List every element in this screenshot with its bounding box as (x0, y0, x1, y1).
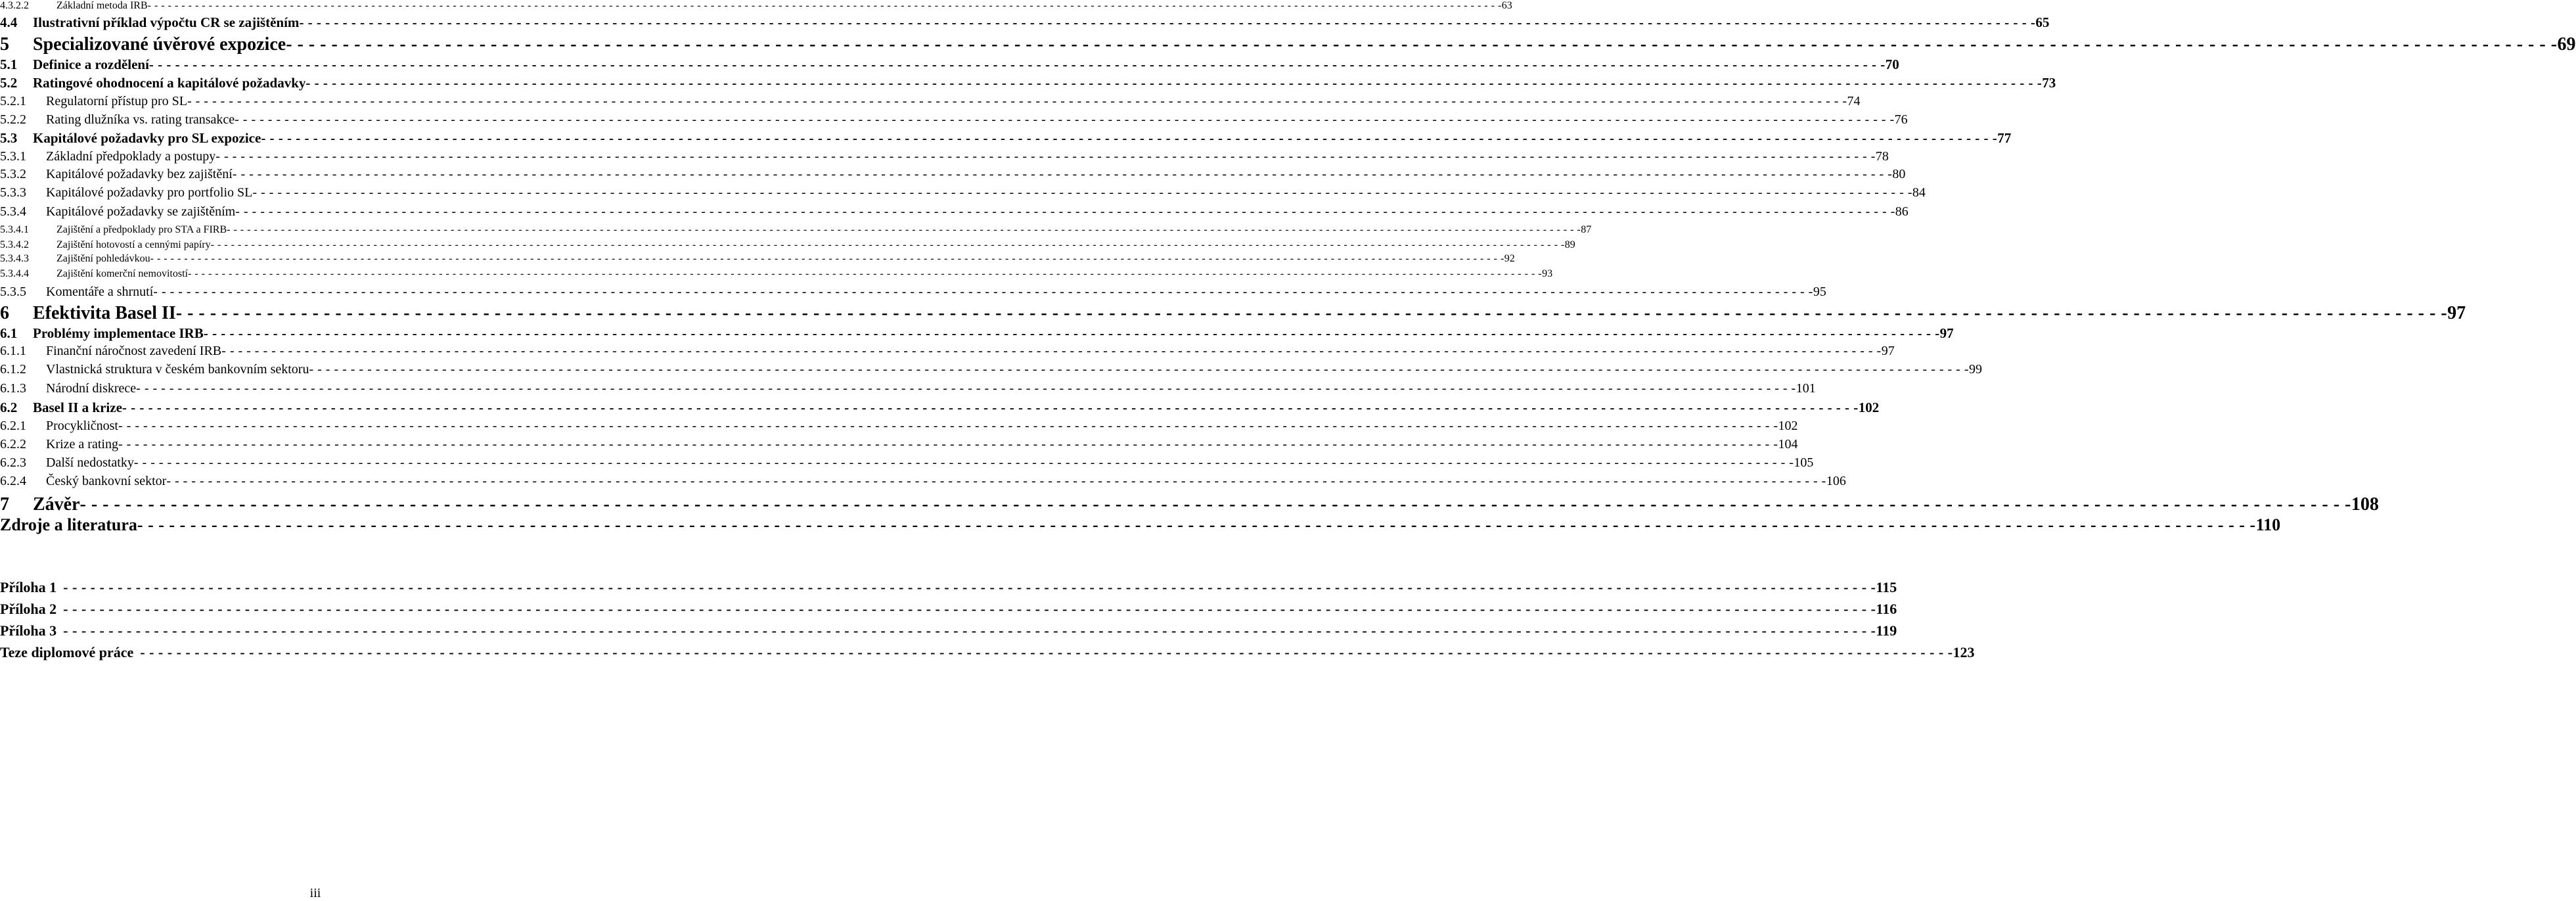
appendix-page: 123 (1953, 644, 1975, 660)
dot-leader: - - - - - - - - - - - - - - - - - - - - - - - - - - - - - - - - - - - - - - - - - - - - - - - - - - - - - - - - - - - - - - - - - - - - - - - - - - - - - - - - - - - - - - - - - - - - - - - - - - - - - - - - - - - - - - - - - - - - - - - - - - - - - - - - - - - - - - - - - - - - - - - - - - - - - - - - - - - - - - - - - - - - - - - - - - - - - - - - - - - - - - - - - - - - - - - - - - - - - - - - (118, 419, 1778, 433)
dot-leader: - - - - - - - - - - - - - - - - - - - - - - - - - - - - - - - - - - - - - - - - - - - - - - - - - - - - - - - - - - - - - - - - - - - - - - - - - - - - - - - - - - - - - - - - - - - - - - - - - - - - - - - - - - - - - - - - - - - - - - - - - - - - - - - - - - - - - - - - - - - - - - - - - - - - - - - - - - - - - - - - - - - - - - - - - - - - - - - - - - - - - - - - - - - - - - - - - - - - - - - - (137, 515, 2256, 534)
toc-entry[interactable] (0, 94, 1861, 109)
toc-entry-page: 74 (1847, 94, 1861, 108)
toc-entry-title: Zajištění hotovostí a cennými papíry (56, 239, 211, 250)
toc-entry-title: Základní předpoklady a postupy (46, 149, 216, 164)
toc-entry-number: 5.3.4.4 (0, 268, 29, 279)
toc-entry-number: 5.1 (0, 57, 18, 72)
toc-entry-page: 87 (1581, 224, 1592, 235)
dot-leader: - - - - - - - - - - - - - - - - - - - - - - - - - - - - - - - - - - - - - - - - - - - - - - - - - - - - - - - - - - - - - - - - - - - - - - - - - - - - - - - - - - - - - - - - - - - - - - - - - - - - - - - - - - - - - - - - - - - - - - - - - - - - - - - - - - - - - - - - - - - - - - - - - - - - - - - - - - - - - - - - - - - - - - - - - - - - - - - - - - - - - - - - - - - - - - - - - - - - - - - - (305, 75, 2043, 91)
toc-entry-page: 105 (1794, 455, 1814, 470)
dot-leader: - - - - - - - - - - - - - - - - - - - - - - - - - - - - - - - - - - - - - - - - - - - - - - - - - - - - - - - - - - - - - - - - - - - - - - - - - - - - - - - - - - - - - - - - - - - - - - - - - - - - - - - - - - - - - - - - - - - - - - - - - - - - - - - - - - - - - - - - - - - - - - - - - - - - - - - - - - - - - - - - - - - - - - - - - - - - - - - - - - - - - - - - - - - - - - - - - - - - - - - - (63, 601, 1876, 617)
dot-leader: - - - - - - - - - - - - - - - - - - - - - - - - - - - - - - - - - - - - - - - - - - - - - - - - - - - - - - - - - - - - - - - - - - - - - - - - - - - - - - - - - - - - - - - - - - - - - - - - - - - - - - - - - - - - - - - - - - - - - - - - - - - - - - - - - - - - - - - - - - - - - - - - - - - - - - - - - - - - - - - - - - - - - - - - - - - - - - - - - - - - - - - - - - - - - - - - - - - - - - - - (235, 204, 1895, 219)
dot-leader: - - - - - - - - - - - - - - - - - - - - - - - - - - - - - - - - - - - - - - - - - - - - - - - - - - - - - - - - - - - - - - - - - - - - - - - - - - - - - - - - - - - - - - - - - - - - - - - - - - - - - - - - - - - - - - - - - - - - - - - - - - - - - - - - - - - - - - - - - - - - - - - - - - - - - - - - - - - - - - - - - - - - - - - - - - - - - - - - - - - - - - - - - - - - - - - - - - - - - - - - (153, 285, 1813, 299)
toc-entry-title: Krize a rating (46, 437, 118, 451)
toc-entry-page: 93 (1542, 268, 1553, 279)
dot-leader: - - - - - - - - - - - - - - - - - - - - - - - - - - - - - - - - - - - - - - - - - - - - - - - - - - - - - - - - - - - - - - - - - - - - - - - - - - - - - - - - - - - - - - - - - - - - - - - - - - - - - - - - - - - - - - - - - - - - - - - - - - - - - - - - - - - - - - - - - - - - - - - - - - - - - - - - - - - - - - - - - - - - - - - - - - - - - - - - - - - - - - - - - - - - - - - - - - - - - - - - (215, 149, 1876, 164)
toc-entry-page: 86 (1895, 204, 1909, 219)
toc-entry-title: Vlastnická struktura v českém bankovním sektoru (46, 362, 309, 377)
dot-leader: - - - - - - - - - - - - - - - - - - - - - - - - - - - - - - - - - - - - - - - - - - - - - - - - - - - - - - - - - - - - - - - - - - - - - - - - - - - - - - - - - - - - - - - - - - - - - - - - - - - - - - - - - - - - - - - - - - - - - - - - - - - - - - - - - - - - - - - - - - - - - - - - - - - - - - - - - - - - - - - - - - - - - - - - - - - - - - - - - - - - - - - - - - - - - - - - - - - - - - - - (299, 14, 2036, 30)
dot-leader: - - - - - - - - - - - - - - - - - - - - - - - - - - - - - - - - - - - - - - - - - - - - - - - - - - - - - - - - - - - - - - - - - - - - - - - - - - - - - - - - - - - - - - - - - - - - - - - - - - - - - - - - - - - - - - - - - - - - - - - - - - - - - - - - - - - - - - - - - - - - - - - - - - - - - - - - - - - - - - - - - - - - - - - - - - - - - - - - - - - - - - - - - - - - - - - - - - - - - - - - (187, 268, 1543, 279)
toc-entry-page: 110 (2255, 515, 2281, 534)
toc-entry-title: Kapitálové požadavky pro portfolio SL (46, 185, 253, 200)
toc-entry-page: 77 (1997, 130, 2012, 146)
dot-leader: - - - - - - - - - - - - - - - - - - - - - - - - - - - - - - - - - - - - - - - - - - - - - - - - - - - - - - - - - - - - - - - - - - - - - - - - - - - - - - - - - - - - - - - - - - - - - - - - - - - - - - - - - - - - - - - - - - - - - - - - - - - - - - - - - - - - - - - - - - - - - - - - - - - - - - - - - - - - - - - - - - - - - - - - - - - - - - - - - - - - - - - - - - - - - - - - - - - - - - - - (150, 253, 1504, 264)
dot-leader: - - - - - - - - - - - - - - - - - - - - - - - - - - - - - - - - - - - - - - - - - - - - - - - - - - - - - - - - - - - - - - - - - - - - - - - - - - - - - - - - - - - - - - - - - - - - - - - - - - - - - - - - - - - - - - - - - - - - - - - - - - - - - - - - - - - - - - - - - - - - - - - - - - - - - - - - - - - - - - - - - - - - - - - - - - - - - - - - - - - - - - - - - - - - - - - - - - - - - - - - (63, 579, 1876, 595)
toc-entry[interactable] (0, 75, 2056, 91)
toc-entry-number: 5 (0, 34, 9, 55)
appendix-entry[interactable] (0, 579, 1897, 596)
toc-entry-number: 6.1 (0, 325, 18, 341)
toc-entry[interactable] (0, 494, 2379, 515)
dot-leader: - - - - - - - - - - - - - - - - - - - - - - - - - - - - - - - - - - - - - - - - - - - - - - - - - - - - - - - - - - - - - - - - - - - - - - - - - - - - - - - - - - - - - - - - - - - - - - - - - - - - - - - - - - - - - - - - - - - - - - - - - - - - - - - - - - - - - - - - - - - - - - - - - - - - - - - - - - - - - - - - - - - - - - - - - - - - - - - - - - - - - - - - - - - - - - - - - - - - - - - - (166, 474, 1826, 488)
toc-entry-page: 108 (2351, 494, 2379, 515)
dot-leader: - - - - - - - - - - - - - - - - - - - - - - - - - - - - - - - - - - - - - - - - - - - - - - - - - - - - - - - - - - - - - - - - - - - - - - - - - - - - - - - - - - - - - - - - - - - - - - - - - - - - - - - - - - - - - - - - - - - - - - - - - - - - - - - - - - - - - - - - - - - - - - - - - - - - - - - - - - - - - - - - - - - - - - - - - - - - - - - - - - - - - - - - - - - - - - - - - - - - - - - - (136, 381, 1796, 396)
dot-leader: - - - - - - - - - - - - - - - - - - - - - - - - - - - - - - - - - - - - - - - - - - - - - - - - - - - - - - - - - - - - - - - - - - - - - - - - - - - - - - - - - - - - - - - - - - - - - - - - - - - - - - - - - - - - - - - - - - - - - - - - - - - - - - - - - - - - - - - - - - - - - - - - - - - - - - - - - - - - - - - - - - - - - - - - - - - - - - - - - - - - - - - - - - - - - - - - - - - - - - - - (118, 437, 1778, 451)
toc-entry-number: 6.2.3 (0, 455, 26, 470)
toc-entry-page: 65 (2035, 14, 2050, 30)
toc-entry-number: 5.3.5 (0, 285, 26, 299)
appendix-page: 119 (1876, 622, 1897, 639)
toc-entry[interactable] (0, 303, 2466, 324)
toc-entry-title: Basel II a krize (33, 400, 122, 415)
toc-entry-number: 5.3.4.2 (0, 239, 29, 250)
toc-entry-page: 80 (1892, 167, 1906, 181)
toc-entry-page: 97 (1881, 344, 1895, 358)
toc-entry-page: 102 (1778, 419, 1798, 433)
toc-entry-page: 89 (1564, 239, 1575, 250)
toc-entry[interactable] (0, 325, 1954, 342)
dot-leader: - - - - - - - - - - - - - - - - - - - - - - - - - - - - - - - - - - - - - - - - - - - - - - - - - - - - - - - - - - - - - - - - - - - - - - - - - - - - - - - - - - - - - - - - - - - - - - - - - - - - - - - - - - - - - - - - - - - - - - - - - - - - - - - - - - - - - - - - - - - - - - - - - - - - - - - - - - - - - - - - - - - - - - - - - - - - - - - - - - - - - - - - - - - - - - - - - - - - - - - - (221, 344, 1882, 358)
toc-entry[interactable] (0, 224, 1592, 236)
dot-leader: - - - - - - - - - - - - - - - - - - - - - - - - - - - - - - - - - - - - - - - - - - - - - - - - - - - - - - - - - - - - - - - - - - - - - - - - - - - - - - - - - - - - - - - - - - - - - - - - - - - - - - - - - - - - - - - - - - - - - - - - - - - - - - - - - - - - - - - - - - - - - - - - - - - - - - - - - - - - - - - - - - - - - - - - - - - - - - - - - - - - - - - - - - - - - - - - - - - - - - - - (133, 455, 1794, 470)
toc-entry-title: Další nedostatky (46, 455, 134, 470)
toc-entry-page: 104 (1778, 437, 1798, 451)
toc-entry[interactable] (0, 253, 1515, 265)
toc-entry-page: 95 (1813, 285, 1826, 299)
toc-entry[interactable] (0, 455, 1814, 471)
appendix-entry[interactable] (0, 622, 1897, 639)
toc-entry[interactable] (0, 285, 1826, 300)
toc-entry-number: 5.2.1 (0, 94, 26, 108)
toc-entry-number: 5.3.4.3 (0, 253, 29, 264)
dot-leader: - - - - - - - - - - - - - - - - - - - - - - - - - - - - - - - - - - - - - - - - - - - - - - - - - - - - - - - - - - - - - - - - - - - - - - - - - - - - - - - - - - - - - - - - - - - - - - - - - - - - - - - - - - - - - - - - - - - - - - - - - - - - - - - - - - - - - - - - - - - - - - - - - - - - - - - - - - - - - - - - - - - - - - - - - - - - - - - - - - - - - - - - - - - - - - - - - - - - - - - - (140, 644, 1953, 660)
dot-leader: - - - - - - - - - - - - - - - - - - - - - - - - - - - - - - - - - - - - - - - - - - - - - - - - - - - - - - - - - - - - - - - - - - - - - - - - - - - - - - - - - - - - - - - - - - - - - - - - - - - - - - - - - - - - - - - - - - - - - - - - - - - - - - - - - - - - - - - - - - - - - - - - - - - - - - - - - - - - - - - - - - - - - - - - - - - - - - - - - - - - - - - - - - - - - - - - - - - - - - - - (175, 303, 2448, 323)
toc-entry-number: 6.1.1 (0, 344, 26, 358)
toc-entry-page: 70 (1885, 57, 1899, 72)
toc-entry-page: 99 (1969, 362, 1982, 377)
appendix-title: Příloha 2 (0, 601, 57, 617)
appendix-entry[interactable] (0, 601, 1897, 618)
toc-entry[interactable] (0, 344, 1895, 359)
toc-entry-page: 69 (2557, 34, 2576, 55)
toc-entry-title: Specializované úvěrové expozice (33, 34, 286, 55)
toc-entry-title: Ilustrativní příklad výpočtu CR se zajištěním (33, 14, 300, 30)
toc-entry-number: 6.1.2 (0, 362, 26, 377)
toc-entry-number: 6.2.4 (0, 474, 26, 488)
toc-entry-title: Ratingové ohodnocení a kapitálové požadavky (33, 75, 306, 91)
toc-entry-title: Zajištění komerční nemovitostí (56, 268, 188, 279)
toc-entry[interactable] (0, 362, 1982, 377)
toc-entry-title: Zajištění pohledávkou (56, 253, 150, 264)
toc-entry-page: 106 (1826, 474, 1846, 488)
toc-entry-title: Definice a rozdělení (33, 57, 149, 72)
toc-entry-number: 5.3.2 (0, 167, 26, 181)
toc-entry-page: 97 (2447, 303, 2466, 323)
toc-entry[interactable] (0, 419, 1798, 434)
toc-entry-number: 5.3.4.1 (0, 224, 29, 235)
toc-entry-number: 6.2.2 (0, 437, 26, 451)
dot-leader: - - - - - - - - - - - - - - - - - - - - - - - - - - - - - - - - - - - - - - - - - - - - - - - - - - - - - - - - - - - - - - - - - - - - - - - - - - - - - - - - - - - - - - - - - - - - - - - - - - - - - - - - - - - - - - - - - - - - - - - - - - - - - - - - - - - - - - - - - - - - - - - - - - - - - - - - - - - - - - - - - - - - - - - - - - - - - - - - - - - - - - - - - - - - - - - - - - - - - - - - (63, 622, 1876, 639)
toc-entry[interactable] (0, 130, 2012, 147)
toc-entry-number: 4.4 (0, 14, 18, 30)
dot-leader: - - - - - - - - - - - - - - - - - - - - - - - - - - - - - - - - - - - - - - - - - - - - - - - - - - - - - - - - - - - - - - - - - - - - - - - - - - - - - - - - - - - - - - - - - - - - - - - - - - - - - - - - - - - - - - - - - - - - - - - - - - - - - - - - - - - - - - - - - - - - - - - - - - - - - - - - - - - - - - - - - - - - - - - - - - - - - - - - - - - - - - - - - - - - - - - - - - - - - - - - (203, 325, 1940, 341)
toc-entry-page: 101 (1796, 381, 1816, 396)
toc-entry-number: 7 (0, 494, 9, 515)
toc-entry-title: Český bankovní sektor (46, 474, 167, 488)
toc-entry-number: 6.2 (0, 400, 18, 415)
toc-entry-number: 5.2.2 (0, 112, 26, 127)
toc-entry[interactable] (0, 57, 1899, 73)
dot-leader: - - - - - - - - - - - - - - - - - - - - - - - - - - - - - - - - - - - - - - - - - - - - - - - - - - - - - - - - - - - - - - - - - - - - - - - - - - - - - - - - - - - - - - - - - - - - - - - - - - - - - - - - - - - - - - - - - - - - - - - - - - - - - - - - - - - - - - - - - - - - - - - - - - - - - - - - - - - - - - - - - - - - - - - - - - - - - - - - - - - - - - - - - - - - - - - - - - - - - - - - (309, 362, 1969, 377)
toc-entry-title: Komentáře a shrnutí (46, 285, 154, 299)
toc-entry[interactable] (0, 34, 2576, 55)
toc-entry-number: 5.3.1 (0, 149, 26, 164)
toc-entry[interactable] (0, 149, 1889, 164)
dot-leader: - - - - - - - - - - - - - - - - - - - - - - - - - - - - - - - - - - - - - - - - - - - - - - - - - - - - - - - - - - - - - - - - - - - - - - - - - - - - - - - - - - - - - - - - - - - - - - - - - - - - - - - - - - - - - - - - - - - - - - - - - - - - - - - - - - - - - - - - - - - - - - - - - - - - - - - - - - - - - - - - - - - - - - - - - - - - - - - - - - - - - - - - - - - - - - - - - - - - - - - - (252, 185, 1912, 200)
toc-entry-number: 5.3.4 (0, 204, 26, 219)
toc-entry[interactable] (0, 437, 1798, 452)
toc-entry-number: 5.3.3 (0, 185, 26, 200)
toc-entry-title: Zdroje a literatura (0, 515, 137, 534)
toc-entry-title: Kapitálové požadavky se zajištěním (46, 204, 236, 219)
toc-entry-title: Rating dlužníka vs. rating transakce (46, 112, 235, 127)
toc-entry-page: 92 (1504, 253, 1515, 264)
toc-entry[interactable] (0, 474, 1846, 489)
toc-entry-title: Finanční náročnost zavedení IRB (46, 344, 222, 358)
toc-entry[interactable] (0, 14, 2050, 31)
toc-entry-title: Problémy implementace IRB (33, 325, 204, 341)
toc-entry-number: 5.2 (0, 75, 18, 91)
toc-entry-title: Kapitálové požadavky bez zajištění (46, 167, 233, 181)
toc-entry[interactable] (0, 112, 1908, 127)
dot-leader: - - - - - - - - - - - - - - - - - - - - - - - - - - - - - - - - - - - - - - - - - - - - - - - - - - - - - - - - - - - - - - - - - - - - - - - - - - - - - - - - - - - - - - - - - - - - - - - - - - - - - - - - - - - - - - - - - - - - - - - - - - - - - - - - - - - - - - - - - - - - - - - - - - - - - - - - - - - - - - - - - - - - - - - - - - - - - - - - - - - - - - - - - - - - - - - - - - - - - - - - (122, 400, 1859, 415)
toc-entry-number: 5.3 (0, 130, 18, 146)
dot-leader: - - - - - - - - - - - - - - - - - - - - - - - - - - - - - - - - - - - - - - - - - - - - - - - - - - - - - - - - - - - - - - - - - - - - - - - - - - - - - - - - - - - - - - - - - - - - - - - - - - - - - - - - - - - - - - - - - - - - - - - - - - - - - - - - - - - - - - - - - - - - - - - - - - - - - - - - - - - - - - - - - - - - - - - - - - - - - - - - - - - - - - - - - - - - - - - - - - - - - - - - (261, 130, 1998, 146)
toc-entry-page: 97 (1939, 325, 1954, 341)
toc-entry[interactable] (0, 167, 1906, 182)
dot-leader: - - - - - - - - - - - - - - - - - - - - - - - - - - - - - - - - - - - - - - - - - - - - - - - - - - - - - - - - - - - - - - - - - - - - - - - - - - - - - - - - - - - - - - - - - - - - - - - - - - - - - - - - - - - - - - - - - - - - - - - - - - - - - - - - - - - - - - - - - - - - - - - - - - - - - - - - - - - - - - - - - - - - - - - - - - - - - - - - - - - - - - - - - - - - - - - - - - - - - - - - (227, 224, 1581, 235)
toc-entry[interactable] (0, 268, 1553, 280)
toc-entry[interactable] (0, 0, 1512, 12)
dot-leader: - - - - - - - - - - - - - - - - - - - - - - - - - - - - - - - - - - - - - - - - - - - - - - - - - - - - - - - - - - - - - - - - - - - - - - - - - - - - - - - - - - - - - - - - - - - - - - - - - - - - - - - - - - - - - - - - - - - - - - - - - - - - - - - - - - - - - - - - - - - - - - - - - - - - - - - - - - - - - - - - - - - - - - - - - - - - - - - - - - - - - - - - - - - - - - - - - - - - - - - - (147, 0, 1502, 11)
toc-entry[interactable] (0, 185, 1926, 200)
toc-entry[interactable] (0, 400, 1880, 416)
dot-leader: - - - - - - - - - - - - - - - - - - - - - - - - - - - - - - - - - - - - - - - - - - - - - - - - - - - - - - - - - - - - - - - - - - - - - - - - - - - - - - - - - - - - - - - - - - - - - - - - - - - - - - - - - - - - - - - - - - - - - - - - - - - - - - - - - - - - - - - - - - - - - - - - - - - - - - - - - - - - - - - - - - - - - - - - - - - - - - - - - - - - - - - - - - - - - - - - - - - - - - - - (187, 94, 1847, 108)
toc-entry-title: Regulatorní přístup pro SL (46, 94, 187, 108)
toc-entry-number: 6.2.1 (0, 419, 26, 433)
appendix-entry[interactable] (0, 644, 1975, 661)
appendix-title: Příloha 3 (0, 622, 57, 639)
dot-leader: - - - - - - - - - - - - - - - - - - - - - - - - - - - - - - - - - - - - - - - - - - - - - - - - - - - - - - - - - - - - - - - - - - - - - - - - - - - - - - - - - - - - - - - - - - - - - - - - - - - - - - - - - - - - - - - - - - - - - - - - - - - - - - - - - - - - - - - - - - - - - - - - - - - - - - - - - - - - - - - - - - - - - - - - - - - - - - - - - - - - - - - - - - - - - - - - - - - - - - - - (210, 239, 1565, 250)
toc-entry[interactable] (0, 515, 2281, 535)
dot-leader: - - - - - - - - - - - - - - - - - - - - - - - - - - - - - - - - - - - - - - - - - - - - - - - - - - - - - - - - - - - - - - - - - - - - - - - - - - - - - - - - - - - - - - - - - - - - - - - - - - - - - - - - - - - - - - - - - - - - - - - - - - - - - - - - - - - - - - - - - - - - - - - - - - - - - - - - - - - - - - - - - - - - - - - - - - - - - - - - - - - - - - - - - - - - - - - - - - - - - - - - (235, 112, 1895, 127)
toc-entry-title: Efektivita Basel II (33, 303, 176, 323)
toc-entry[interactable] (0, 381, 1816, 396)
toc-entry-title: Základní metoda IRB (56, 0, 148, 11)
dot-leader: - - - - - - - - - - - - - - - - - - - - - - - - - - - - - - - - - - - - - - - - - - - - - - - - - - - - - - - - - - - - - - - - - - - - - - - - - - - - - - - - - - - - - - - - - - - - - - - - - - - - - - - - - - - - - - - - - - - - - - - - - - - - - - - - - - - - - - - - - - - - - - - - - - - - - - - - - - - - - - - - - - - - - - - - - - - - - - - - - - - - - - - - - - - - - - - - - - - - - - - - (79, 494, 2351, 515)
toc-entry-page: 63 (1501, 0, 1512, 11)
toc-entry-number: 6 (0, 303, 9, 323)
appendix-title: Příloha 1 (0, 579, 57, 595)
toc-entry-page: 102 (1858, 400, 1880, 415)
appendix-title: Teze diplomové práce (0, 644, 134, 660)
toc-entry-page: 84 (1912, 185, 1926, 200)
toc-entry-title: Národní diskrece (46, 381, 137, 396)
toc-entry-title: Zajištění a předpoklady pro STA a FIRB (56, 224, 227, 235)
toc-entry[interactable] (0, 204, 1909, 219)
toc-entry-page: 73 (2042, 75, 2056, 91)
dot-leader: - - - - - - - - - - - - - - - - - - - - - - - - - - - - - - - - - - - - - - - - - - - - - - - - - - - - - - - - - - - - - - - - - - - - - - - - - - - - - - - - - - - - - - - - - - - - - - - - - - - - - - - - - - - - - - - - - - - - - - - - - - - - - - - - - - - - - - - - - - - - - - - - - - - - - - - - - - - - - - - - - - - - - - - - - - - - - - - - - - - - - - - - - - - - - - - - - - - - - - - - (232, 167, 1893, 181)
toc-entry-page: 78 (1875, 149, 1889, 164)
dot-leader: - - - - - - - - - - - - - - - - - - - - - - - - - - - - - - - - - - - - - - - - - - - - - - - - - - - - - - - - - - - - - - - - - - - - - - - - - - - - - - - - - - - - - - - - - - - - - - - - - - - - - - - - - - - - - - - - - - - - - - - - - - - - - - - - - - - - - - - - - - - - - - - - - - - - - - - - - - - - - - - - - - - - - - - - - - - - - - - - - - - - - - - - - - - - - - - - - - - - - - - - (286, 34, 2558, 55)
toc-entry-page: 76 (1894, 112, 1908, 127)
dot-leader: - - - - - - - - - - - - - - - - - - - - - - - - - - - - - - - - - - - - - - - - - - - - - - - - - - - - - - - - - - - - - - - - - - - - - - - - - - - - - - - - - - - - - - - - - - - - - - - - - - - - - - - - - - - - - - - - - - - - - - - - - - - - - - - - - - - - - - - - - - - - - - - - - - - - - - - - - - - - - - - - - - - - - - - - - - - - - - - - - - - - - - - - - - - - - - - - - - - - - - - - (148, 57, 1886, 72)
appendix-page: 116 (1876, 601, 1897, 617)
toc-entry-title: Kapitálové požadavky pro SL expozice (33, 130, 261, 146)
toc-entry[interactable] (0, 239, 1575, 251)
toc-entry-title: Závěr (33, 494, 80, 515)
appendix-page: 115 (1876, 579, 1897, 595)
page-number: iii (309, 886, 321, 900)
toc-entry-number: 4.3.2.2 (0, 0, 29, 11)
toc-entry-title: Procykličnost (46, 419, 118, 433)
toc-entry-number: 6.1.3 (0, 381, 26, 396)
